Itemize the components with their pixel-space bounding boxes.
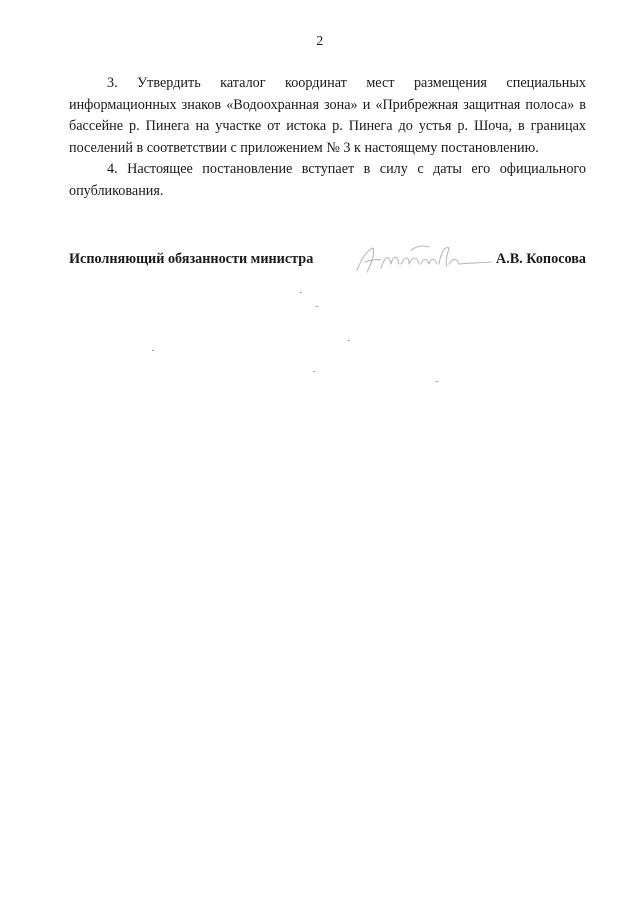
scan-speck xyxy=(436,381,438,382)
signatory-title: Исполняющий обязанности министра xyxy=(69,251,314,267)
scan-speck xyxy=(316,306,318,307)
signature-block xyxy=(69,242,586,282)
scan-speck xyxy=(348,340,350,341)
scan-speck xyxy=(300,292,302,293)
paragraph-4: 4. Настоящее постановление вступает в силу с даты его официального опубликования. xyxy=(69,161,586,199)
scan-speck xyxy=(152,350,154,351)
page-number: 2 xyxy=(316,34,324,49)
scan-speck xyxy=(313,371,315,372)
paragraph-3: 3. Утвердить каталог координат мест размещения специальных информационных знаков «Водоохранная зона» и «Прибрежная защитная полоса» в бассейне р. Пинега на участке от истока р. Пинега до устья р. Шоча, в границах поселений в соответствии с приложением № 3 к настоящему постановлению. xyxy=(69,75,586,156)
signatory-name: А.В. Копосова xyxy=(495,251,586,267)
document-body xyxy=(69,73,586,202)
handwritten-signature xyxy=(351,242,501,278)
